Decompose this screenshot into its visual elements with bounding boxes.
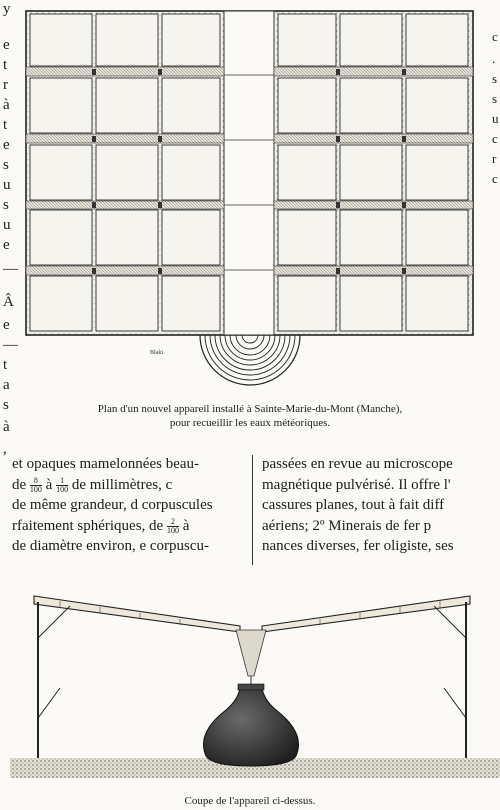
margin-letter: — [3,261,18,277]
margin-letter: s [492,71,498,86]
text-line: rfaitement sphériques, de $\frac{2}{100}$ à [12,516,190,535]
margin-letter: . [492,51,496,66]
margin-letter: t [3,357,8,373]
margin-letter: s [3,197,9,213]
fraction: $\frac{1}{100}$ [56,475,69,494]
margin-letter: s [3,157,9,173]
margin-letter: à [3,97,10,113]
central-gutter [224,11,274,335]
section-engraving [0,588,500,788]
margin-letter: e [3,317,10,333]
margin-letter: t [3,117,8,133]
text-line: et opaques mamelonnées beau- [12,456,200,472]
margin-letter: s [3,397,9,413]
plan-engraving [0,0,500,400]
text-line: magnétique pulvérisé. Il offre l' [262,476,451,493]
margin-letter: à [3,419,10,435]
text-line: passées en revue au microscope [262,456,453,472]
text-line: de diamètre environ, e corpuscu- [12,538,209,554]
section-caption: Coupe de l'appareil ci-dessus. [184,795,316,807]
right-text-column [262,454,500,557]
margin-letter: y [3,1,11,17]
cistern-plan [200,335,300,385]
roof [34,596,470,632]
left-text-column [12,454,213,557]
plan-caption-line2: pour recueillir les eaux météoriques. [169,417,331,429]
margin-letter: r [492,151,497,166]
margin-letter: t [3,57,8,73]
margin-letter: e [3,137,10,153]
fraction: $\frac{2}{100}$ [166,516,179,535]
text-line: de même grandeur, d corpuscules [12,497,213,513]
margin-letter: u [3,177,11,193]
plan-caption-line1: Plan d'un nouvel appareil installé à Sainte-Marie-du-Mont (Manche), [97,403,403,415]
margin-letter: a [3,377,10,393]
column-divider [252,455,253,565]
fraction: $\frac{8}{100}$ [29,475,42,494]
margin-letter: u [3,217,11,233]
margin-letter: c [492,131,498,146]
funnel [236,630,266,676]
margin-letter: r [3,77,8,93]
text-line: aériens; 2º Minerais de fer p [262,517,432,534]
margin-letter: c [492,171,498,186]
cistern-jar [204,688,299,766]
text-line: nances diverses, fer oligiste, ses [262,538,454,554]
margin-letter: e [3,37,10,53]
margin-letter: — [3,337,18,353]
text-line: cassures planes, tout à fait diff [262,497,445,513]
margin-letter: s [492,91,498,106]
margin-letter: c [492,29,498,44]
margin-letter: Â [3,294,14,310]
margin-letter: e [3,237,10,253]
text-line: de $\frac{8}{100}$ à $\frac{1}{100}$ de millimètres, c [12,475,173,494]
margin-letter: u [492,111,499,126]
margin-letter: , [3,441,7,457]
plan-signature: Blaki [150,350,163,356]
